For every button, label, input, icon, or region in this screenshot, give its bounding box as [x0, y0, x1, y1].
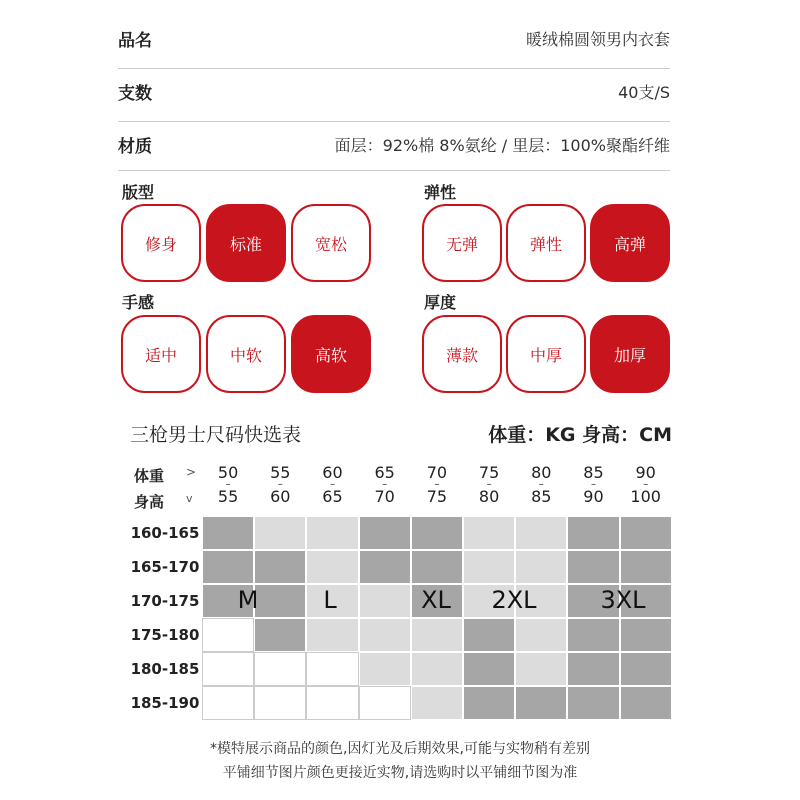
weight-column-header: 60 – 65: [322, 463, 343, 506]
size-table-cell: [515, 618, 567, 652]
size-table-cell: [567, 686, 619, 720]
weight-column-header: 90 – 100: [630, 463, 661, 506]
product-name-value: 暖绒棉圆领男内衣套: [525, 29, 670, 49]
yarn-count-value: 40支/S: [618, 82, 670, 102]
size-table-cell: [463, 686, 515, 720]
size-table-cell: [567, 550, 619, 584]
size-table-cell: [515, 652, 567, 686]
size-table-cell: [567, 652, 619, 686]
size-table-cell: [515, 516, 567, 550]
size-table-cell: [306, 516, 358, 550]
feel-title: 手感: [122, 293, 155, 312]
elasticity-option-high: 高弹: [590, 204, 670, 282]
size-table-cell: [620, 652, 672, 686]
size-table-cell: [254, 652, 306, 686]
size-table-cell: [567, 618, 619, 652]
size-table-cell: [254, 686, 306, 720]
size-table-cell: [411, 686, 463, 720]
size-table-unit: 体重：KG 身高：CM: [488, 424, 672, 446]
size-table-cell: [463, 516, 515, 550]
fit-option-loose: 宽松: [291, 204, 371, 282]
size-table-cell: [306, 652, 358, 686]
size-table-cell: [620, 516, 672, 550]
height-row-header: 180-185: [130, 660, 200, 678]
size-table-corner: [128, 458, 202, 516]
fit-option-slim: 修身: [121, 204, 201, 282]
size-label-xl: XL: [421, 586, 451, 614]
arrow-right-icon: >: [186, 465, 197, 479]
feel-option-medium-soft: 中软: [206, 315, 286, 393]
size-label-l: L: [323, 586, 337, 614]
weight-column-header: 85 – 90: [583, 463, 604, 506]
disclaimer-line-1: *模特展示商品的颜色,因灯光及后期效果,可能与实物稍有差别: [210, 741, 590, 757]
thickness-option-thin: 薄款: [422, 315, 502, 393]
weight-column-header: 75 – 80: [478, 463, 500, 506]
size-table-cell: [620, 550, 672, 584]
size-table-cell: [411, 550, 463, 584]
weight-column-header: 55 – 60: [270, 463, 291, 506]
elasticity-option-stretch: 弹性: [506, 204, 586, 282]
size-table-cell: [359, 652, 411, 686]
elasticity-title: 弹性: [424, 183, 457, 202]
size-table-cell: [620, 618, 672, 652]
size-table: [128, 458, 672, 720]
size-table-cell: [620, 686, 672, 720]
thickness-option-thick: 加厚: [590, 315, 670, 393]
weight-column-header: 80 – 85: [531, 463, 552, 506]
size-table-cell: [515, 550, 567, 584]
size-table-cell: [202, 550, 254, 584]
size-table-cell: [254, 550, 306, 584]
size-table-cell: [359, 550, 411, 584]
size-table-cell: [254, 618, 306, 652]
height-row-header: 165-170: [130, 558, 200, 576]
height-row-header: 170-175: [130, 592, 200, 610]
product-name-label: 品名: [118, 30, 152, 51]
size-table-cell: [202, 652, 254, 686]
size-table-cell: [515, 686, 567, 720]
size-table-cell: [567, 516, 619, 550]
disclaimer-line-2: 平铺细节图片颜色更接近实物,请选购时以平铺细节图为准: [222, 765, 578, 781]
size-table-cell: [359, 516, 411, 550]
weight-column-header: 65 – 70: [374, 463, 395, 506]
material-row: [118, 129, 670, 159]
yarn-count-label: 支数: [118, 83, 152, 104]
corner-weight-label: 体重: [134, 467, 165, 485]
size-table-cell: [306, 618, 358, 652]
elasticity-option-none: 无弹: [422, 204, 502, 282]
size-table-cell: [359, 686, 411, 720]
size-label-3xl: 3XL: [600, 586, 646, 614]
size-table-cell: [411, 618, 463, 652]
divider: [118, 170, 670, 171]
fit-option-regular: 标准: [206, 204, 286, 282]
size-table-cell: [202, 516, 254, 550]
size-table-cell: [463, 618, 515, 652]
size-label-2xl: 2XL: [491, 586, 537, 614]
height-row-header: 185-190: [130, 694, 200, 712]
size-table-cell: [359, 618, 411, 652]
divider: [118, 68, 670, 69]
feel-option-high-soft: 高软: [291, 315, 371, 393]
corner-height-label: 身高: [134, 493, 165, 511]
height-row-header: 160-165: [130, 524, 200, 542]
size-table-cell: [463, 652, 515, 686]
size-label-m: M: [237, 586, 259, 614]
weight-column-header: 70 – 75: [426, 463, 448, 506]
fit-title: 版型: [122, 183, 155, 202]
size-table-cell: [254, 516, 306, 550]
arrow-down-icon: v: [186, 492, 193, 505]
feel-option-moderate: 适中: [121, 315, 201, 393]
yarn-count-row: [118, 76, 670, 106]
thickness-title: 厚度: [424, 293, 457, 312]
size-table-cell: [306, 686, 358, 720]
product-name-row: [118, 23, 670, 53]
size-table-cell: [411, 516, 463, 550]
size-table-cell: [202, 618, 254, 652]
size-table-title: 三枪男士尺码快选表: [130, 424, 302, 446]
divider: [118, 121, 670, 122]
size-table-cell: [202, 686, 254, 720]
size-table-cell: [411, 652, 463, 686]
thickness-option-medium: 中厚: [506, 315, 586, 393]
size-table-cell: [306, 550, 358, 584]
material-value: 面层：92%棉 8%氨纶 / 里层：100%聚酯纤维: [334, 135, 670, 155]
weight-column-header: 50 – 55: [217, 463, 239, 506]
size-table-cell: [463, 550, 515, 584]
material-label: 材质: [118, 136, 152, 157]
height-row-header: 175-180: [130, 626, 200, 644]
